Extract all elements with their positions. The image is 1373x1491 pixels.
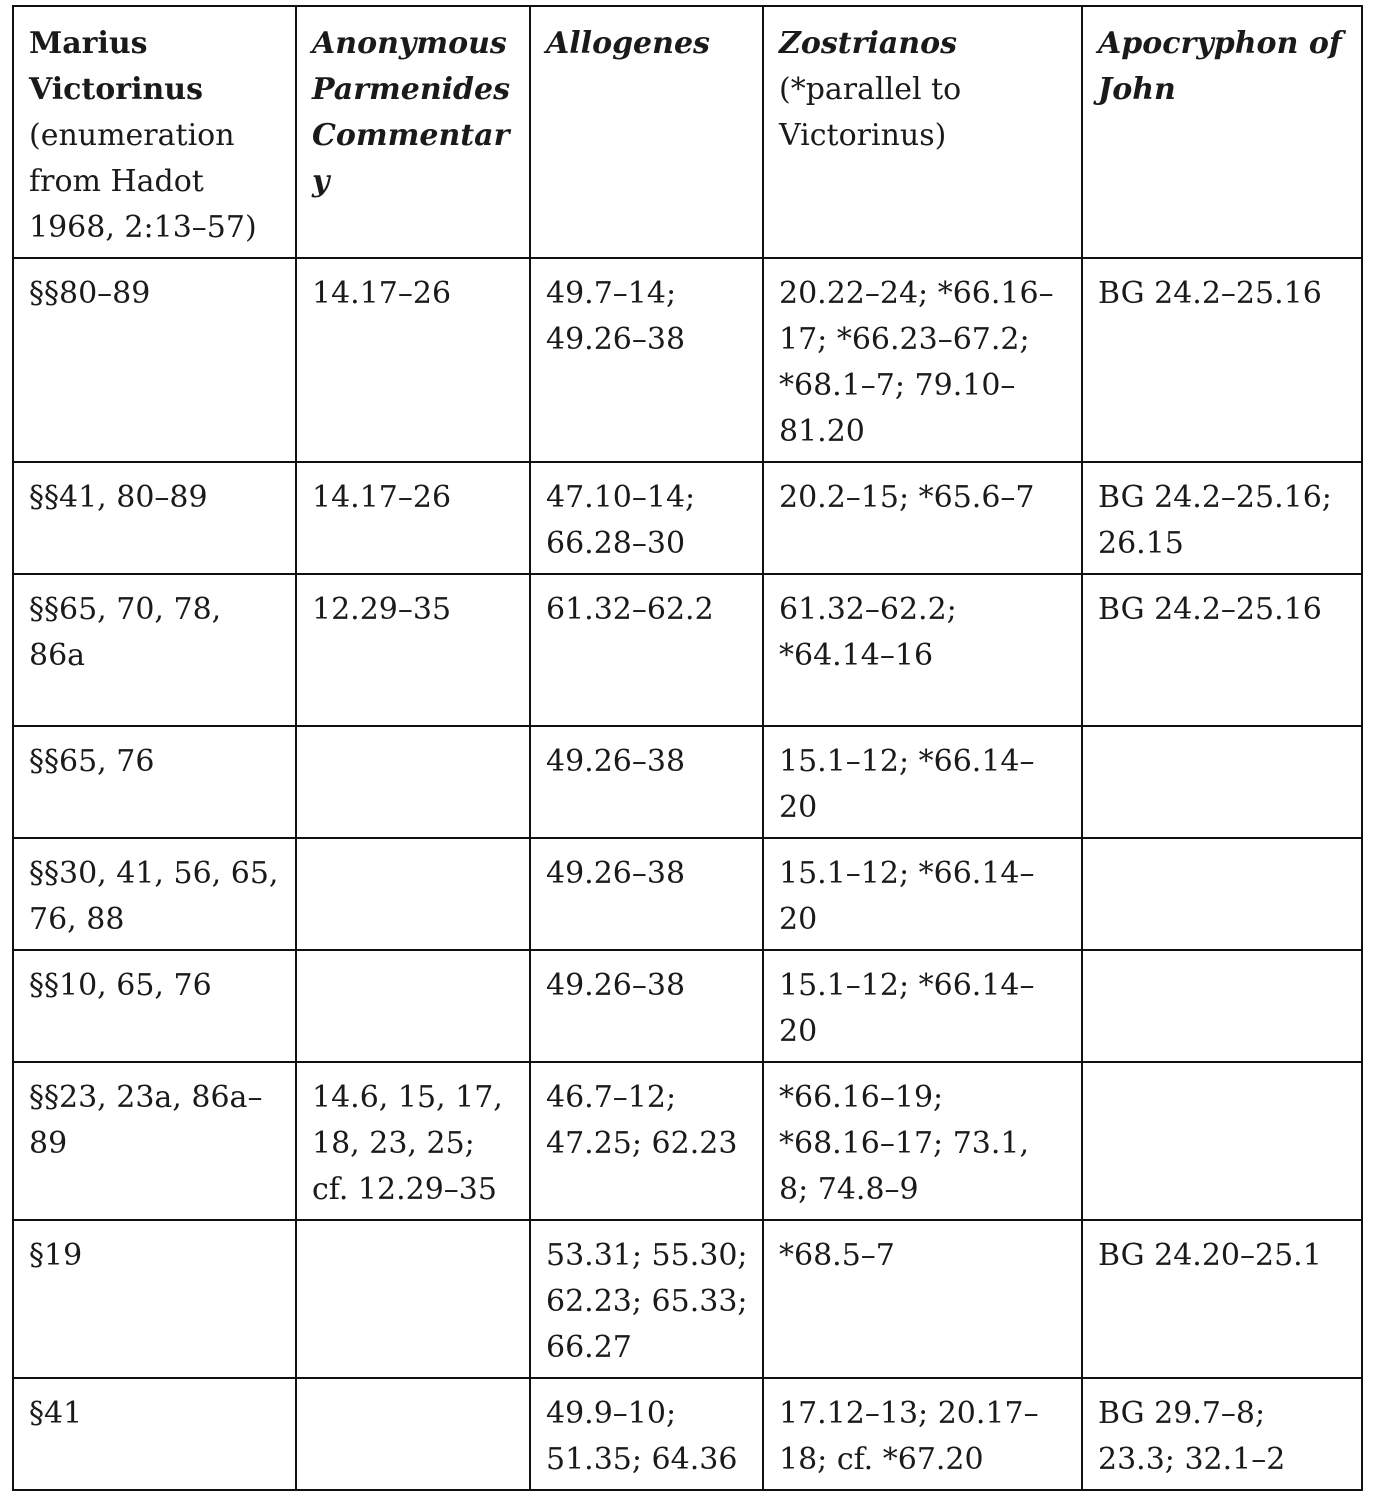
cell-parmenides: 14.17–26	[296, 462, 530, 574]
header-anonymous-parmenides	[296, 6, 530, 258]
cell-victorinus: §§10, 65, 76	[13, 950, 296, 1062]
cell-allogenes: 49.9–10; 51.35; 64.36	[530, 1378, 763, 1490]
cell-victorinus: §§30, 41, 56, 65, 76, 88	[13, 838, 296, 950]
header-zostrianos	[763, 6, 1082, 258]
cell-zostrianos: 20.2–15; *65.6–7	[763, 462, 1082, 574]
cell-zostrianos: *68.5–7	[763, 1220, 1082, 1378]
cell-parmenides	[296, 838, 530, 950]
table-row	[13, 838, 1362, 950]
cell-allogenes: 49.26–38	[530, 838, 763, 950]
cell-allogenes: 49.26–38	[530, 950, 763, 1062]
cell-victorinus: §§23, 23a, 86a–89	[13, 1062, 296, 1220]
cell-victorinus: §§80–89	[13, 258, 296, 462]
cell-victorinus: §§65, 70, 78, 86a	[13, 574, 296, 726]
header-title: Allogenes	[546, 26, 710, 61]
cell-allogenes: 49.26–38	[530, 726, 763, 838]
header-title: Apocryphon of John	[1098, 26, 1342, 107]
cell-apocryphon	[1082, 838, 1362, 950]
cell-allogenes: 53.31; 55.30; 62.23; 65.33; 66.27	[530, 1220, 763, 1378]
cell-parmenides	[296, 1220, 530, 1378]
header-apocryphon-of-john	[1082, 6, 1362, 258]
cell-apocryphon	[1082, 726, 1362, 838]
header-title: Marius Victorinus	[29, 26, 203, 107]
cell-parmenides	[296, 726, 530, 838]
cell-apocryphon: BG 29.7–8; 23.3; 32.1–2	[1082, 1378, 1362, 1490]
cell-apocryphon: BG 24.2–25.16; 26.15	[1082, 462, 1362, 574]
cell-zostrianos: 20.22–24; *66.16–17; *66.23–67.2; *68.1–7; 79.10–81.20	[763, 258, 1082, 462]
cell-parmenides	[296, 950, 530, 1062]
header-title: Anonymous Parmenides Commentary	[312, 26, 510, 199]
table-row	[13, 726, 1362, 838]
cell-zostrianos: 61.32–62.2; *64.14–16	[763, 574, 1082, 726]
cell-parmenides	[296, 1378, 530, 1490]
table-row	[13, 950, 1362, 1062]
cell-apocryphon: BG 24.20–25.1	[1082, 1220, 1362, 1378]
cell-parmenides: 14.17–26	[296, 258, 530, 462]
cell-apocryphon: BG 24.2–25.16	[1082, 574, 1362, 726]
table-row	[13, 1062, 1362, 1220]
cell-apocryphon	[1082, 950, 1362, 1062]
cell-victorinus: §19	[13, 1220, 296, 1378]
cell-parmenides: 12.29–35	[296, 574, 530, 726]
table-header-row	[13, 6, 1362, 258]
parallels-table	[12, 5, 1363, 1491]
cell-zostrianos: 15.1–12; *66.14–20	[763, 726, 1082, 838]
cell-victorinus: §41	[13, 1378, 296, 1490]
table-row	[13, 462, 1362, 574]
header-title: Zostrianos	[779, 26, 958, 61]
cell-allogenes: 47.10–14; 66.28–30	[530, 462, 763, 574]
table-row	[13, 258, 1362, 462]
table-row	[13, 1378, 1362, 1490]
table-row	[13, 574, 1362, 726]
header-subtitle: (*parallel to Victorinus)	[779, 72, 962, 153]
cell-parmenides: 14.6, 15, 17, 18, 23, 25; cf. 12.29–35	[296, 1062, 530, 1220]
cell-allogenes: 49.7–14; 49.26–38	[530, 258, 763, 462]
header-subtitle: (enumeration from Hadot 1968, 2:13–57)	[29, 118, 257, 245]
cell-victorinus: §§41, 80–89	[13, 462, 296, 574]
cell-allogenes: 61.32–62.2	[530, 574, 763, 726]
cell-zostrianos: 15.1–12; *66.14–20	[763, 838, 1082, 950]
cell-victorinus: §§65, 76	[13, 726, 296, 838]
cell-apocryphon	[1082, 1062, 1362, 1220]
cell-zostrianos: 15.1–12; *66.14–20	[763, 950, 1082, 1062]
table-row	[13, 1220, 1362, 1378]
cell-apocryphon: BG 24.2–25.16	[1082, 258, 1362, 462]
cell-zostrianos: *66.16–19; *68.16–17; 73.1, 8; 74.8–9	[763, 1062, 1082, 1220]
cell-zostrianos: 17.12–13; 20.17–18; cf. *67.20	[763, 1378, 1082, 1490]
header-marius-victorinus	[13, 6, 296, 258]
cell-allogenes: 46.7–12; 47.25; 62.23	[530, 1062, 763, 1220]
header-allogenes	[530, 6, 763, 258]
